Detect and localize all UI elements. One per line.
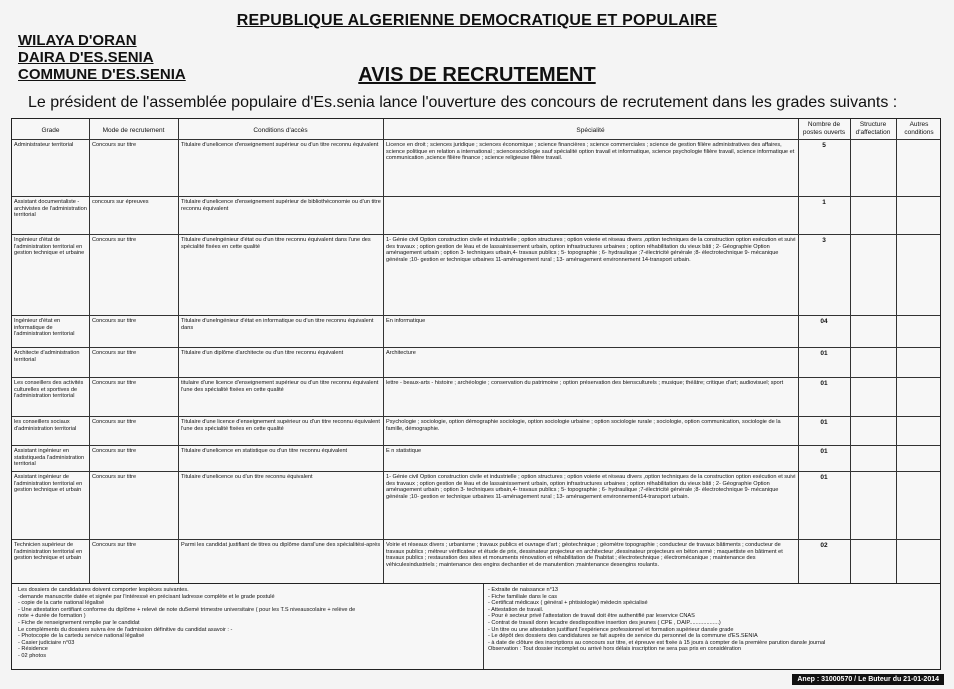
cell-mode: Concours sur titre (92, 542, 137, 548)
row-divider (12, 539, 940, 540)
cell-conditions: Titulaire d'unelngénieur d'état en informatique ou d'un titre reconnu équivalent dans (181, 318, 374, 331)
row-divider (12, 471, 940, 472)
cell-mode: Concours sur titre (92, 419, 137, 425)
row-divider (12, 234, 940, 235)
cell-specialite: Psychologie ; sociologie, option démographie sociologie, option sociologie urbaine ; option sociologie rurale ; sociologie, option communication, sociologie de la famille, démographie. (386, 419, 781, 432)
cell-mode: Concours sur titre (92, 350, 137, 356)
document-line: - Une attestation certifiant conforme du diplôme + relevé de note du5emé trimestre universitaire ( pour les T.S niveauscolaire + relève de (18, 606, 356, 613)
cell-specialite: 1- Génie civil Option construction civile et industrielle ; option structures ; option voierie et réseau divers ,option techniques de la construction option exécution et suivi des travaux ; option gestion de lèau et de lassainissement urbain, option infrastructures urbaines ; option réhabilitation du vieux bâti ; 2- Géographie Option aménagement urbain ; option 3- techniques urbain,4- travaux publics ; 5- topographie ; 6- hydraulique ;7-électricité générale ;8- électrotechnique 9- mécanique générale ;10- gestion er technique urbaines 11-aménagement rural ; 13- aménagement environnement 14-transport urbain. (386, 237, 796, 263)
cell-nombre: 01 (820, 448, 828, 455)
col-divider (850, 119, 851, 583)
cell-mode: Concours sur titre (92, 318, 137, 324)
document-line: - à date de clôture des inscriptions au concours sur titre, et épreuve est fixée à 15 jours à compter de la première parution dansle journal (488, 639, 826, 646)
document-line: - Attestation de travail. (488, 606, 544, 613)
daira-label: DAIRA D'ES.SENIA (18, 49, 154, 66)
col-divider (383, 119, 384, 583)
cell-nombre: 01 (820, 380, 828, 387)
document-line: note + durée de formation ) (18, 613, 86, 620)
col-divider (178, 119, 179, 583)
document-line: - Contrat de travail donn lecadre desdispositive insertion des jeunes ( CPE , DAIP...................) (488, 619, 721, 626)
cell-nombre: 3 (822, 237, 826, 244)
header-autres: Autres conditions (904, 121, 934, 136)
cell-conditions: Titulaire d'un diplôme d'architecte ou d'un titre reconnu équivalent (181, 350, 344, 356)
cell-nombre: 01 (820, 474, 828, 481)
col-divider (896, 119, 897, 583)
cell-mode: Concours sur titre (92, 448, 137, 454)
row-divider (12, 139, 940, 140)
document-line: - Casier judiciaire n°03 (18, 639, 75, 646)
document-line: - Un titre ou une attestation justifiant l'expérience professionnel et formation supérieur dansle grade (488, 626, 734, 633)
intro-text: Le président de l'assemblée populaire d'Es.senia lance l'ouverture des concours de recrutement dans les grades suivants : (28, 94, 898, 111)
document-line: - Fiche de renseignement remplie par le candidat (18, 619, 140, 626)
document-line: - Le dépôt des dossiers des candidatures se fait auprès de service du personnel de la commune d'ES.SENIA (488, 633, 758, 640)
cell-conditions: Titulaire d'une licence d'enseignement supérieur ou d'un titre reconnu équivalent l'une des spécialité fixées en cette qualité (181, 419, 380, 432)
row-divider (12, 445, 940, 446)
cell-grade: Assistant ingénieur en statistiqueda l'administration territorial (14, 448, 85, 468)
header-grade: Grade (41, 127, 60, 134)
document-line: - Certificat médicaux ( général + phtisiologie) médecin spécialisé (488, 600, 648, 607)
cell-nombre: 02 (820, 542, 828, 549)
cell-mode: Concours sur titre (92, 474, 137, 480)
row-divider (12, 377, 940, 378)
document-line: - Photocopie de la cartedu service national légalisé (18, 633, 145, 640)
document-line: Observation : Tout dossier incomplet ou arrivé hors délais inscription ne sera pas pris en considération (488, 646, 741, 653)
recruitment-table (11, 118, 941, 584)
cell-conditions: Titulaire d'unelngénieur d'état ou d'un titre reconnu équivalent dans l'une des spécialité fixées en cette qualité (181, 237, 371, 250)
documents-left (18, 587, 478, 660)
cell-grade: Assistant ingénieur de l'administration territorial en gestion technique et urbain (14, 474, 83, 494)
cell-nombre: 01 (820, 350, 828, 357)
cell-nombre: 04 (820, 318, 828, 325)
header-mode: Mode de recrutement (102, 127, 165, 134)
cell-specialite (386, 199, 796, 233)
document-line: - Fiche familiale dans le cas (488, 593, 558, 600)
cell-specialite: En informatique (386, 318, 426, 324)
footer-divider (483, 584, 484, 669)
row-divider (12, 347, 940, 348)
cell-grade: Architecte d'administration territorial (14, 350, 80, 363)
cell-specialite: 1- Génie civil Option construction civile et industrielle ; option structures ; option voierie et réseau divers ,option techniques de la construction option exécution et suivi des travaux ; option gestion de lèau et de lassainissement urbain, option infrastructures urbaines ; option réhabilitation du vieux bâti ; 2- Géographie Option aménagement urbain ; option 3- techniques urbain,4- travaux publics ; 5- topographie ; 6- hydraulique ;7-électricité générale ;8- électrotechnique 9- mécanique générale ;10- gestion er technique urbaines 11-aménagement rural ; 13- aménagement environnement14-transport urbain. (386, 474, 796, 500)
row-divider (12, 196, 940, 197)
documents-right (488, 587, 938, 653)
cell-conditions: Titulaire d'unelicence ou d'un titre reconnu équivalent (181, 474, 313, 480)
document-line: Les dossiers de candidatures doivent comporter lespièces suivantes. (18, 587, 189, 593)
cell-mode: Concours sur titre (92, 237, 137, 243)
cell-mode: Concours sur titre (92, 142, 137, 148)
row-divider (12, 315, 940, 316)
cell-conditions: Titulaire d'unelicence en statistique ou d'un titre reconnu équivalent (181, 448, 348, 454)
cell-specialite: E n statistique (386, 448, 422, 454)
cell-mode: Concours sur titre (92, 380, 137, 386)
cell-mode: concours sur épreuves (92, 199, 149, 205)
document-line: - Pour è secteur privé l'attestation de travail doit être authentifié par leservice CNAS (488, 613, 695, 620)
cell-conditions: Titulaire d'unelicence d'enseignement supérieur ou d'un titre reconnu équivalent (181, 142, 379, 148)
cell-conditions: titulaire d'une licence d'enseignement supérieur ou d'un titre reconnu équivalent l'une des spécialité fixées en cette qualité (181, 380, 379, 393)
cell-nombre: 1 (822, 199, 826, 206)
cell-grade: Ingénieur d'état en informatique de l'administration territorial (14, 318, 75, 338)
document-line: - copie de la carte national légalisé (18, 600, 105, 607)
notice-title: AVIS DE RECRUTEMENT (358, 64, 596, 86)
required-documents (11, 584, 941, 670)
col-divider (89, 119, 90, 583)
header-structure: Structure d'affectation (855, 121, 891, 136)
cell-conditions: Parmi les candidat justifiant de titres ou diplôme dansl'une des spécialitési-après (181, 542, 381, 548)
anep-reference: Anep : 31000570 / Le Buteur du 21-01-2014 (792, 674, 944, 685)
col-divider (798, 119, 799, 583)
cell-specialite: Voirie et réseaux divers ; urbanisme ; travaux publics et ouvrage d'art ; géotechnique ; géomètre topographie ; conducteur de travaux bâtiments ; conducteur de travaux publics ; métreur vérificateur et étude de prix, dessinateur projecteur en architecteur ,dessinateur projecteurs en béton armé ; maquettiste en bâtiment et travaux publics ; restauration des sites et monuments rénovation et réhabilitation de l'habitat ; électrotechnique ; électromécanique ; maintenance des véhiculesindustriels ; maintenance des engins dechantier et de manutention ;maintenance desengins roulants. (386, 542, 783, 568)
document-line: - Extraite de naissance n°13 (488, 587, 559, 593)
row-divider (12, 416, 940, 417)
cell-conditions: Titulaire d'unelicence d'enseignement supérieur de bibliothéconomie ou d'un titre reconnu équivalent (181, 199, 381, 212)
cell-grade: Ingénieur d'état de l'administration territorial en gestion technique et urbaine (14, 237, 85, 257)
cell-grade: Assistant documentaliste - archivistes de l'administration territorial (14, 199, 87, 219)
cell-nombre: 5 (822, 142, 826, 149)
cell-specialite: Licence en droit ; sciences juridique ; sciences économique ; science financières ; science commerciales ; science de gestion filière administratives des affaires, science politique en relation a international ; sciencesociologie sauf spécialité option travail et informatique, science psychologie filière travail, science informatique et communication ,science filière finance ; science religieuse filière travail. (386, 142, 795, 162)
document-line: Le compléments du dossiers suivra ère de l'admission définitive du candidat asavoir : - (18, 626, 233, 633)
republique-heading: REPUBLIQUE ALGERIENNE DEMOCRATIQUE ET POPULAIRE (236, 12, 718, 29)
cell-grade: Les conseillers des activités culturelles et sportives de l'administration territorial (14, 380, 84, 400)
wilaya-label: WILAYA D'ORAN (18, 32, 137, 49)
commune-label: COMMUNE D'ES.SENIA (18, 66, 186, 83)
cell-nombre: 01 (820, 419, 828, 426)
cell-grade: les conseillers sociaux d'administration territorial (14, 419, 77, 432)
cell-grade: Administrateur territorial (14, 142, 74, 148)
header-conditions: Conditions d'accès (253, 127, 308, 134)
document-line: -demande manuscrite datée et signée par l'intéressé en précisant ladresse complète et le grade postulé (18, 593, 275, 600)
header-nombre: Nombre de postes ouverts (802, 121, 846, 136)
cell-specialite: Architecture (386, 350, 416, 356)
header-specialite: Spécialité (576, 127, 605, 134)
cell-grade: Technicien supérieur de l'administration territorial en gestion technique et urbain (14, 542, 83, 562)
document-line: - 02 photos (18, 652, 46, 659)
cell-specialite: lettre - beaux-arts - histoire ; archéologie ; conservation du patrimoine ; option préservation des biensculturels ; musique; théâtre; critique d'art; audiovisuel; sport (386, 380, 784, 386)
document-line: - Résidence (18, 646, 48, 653)
